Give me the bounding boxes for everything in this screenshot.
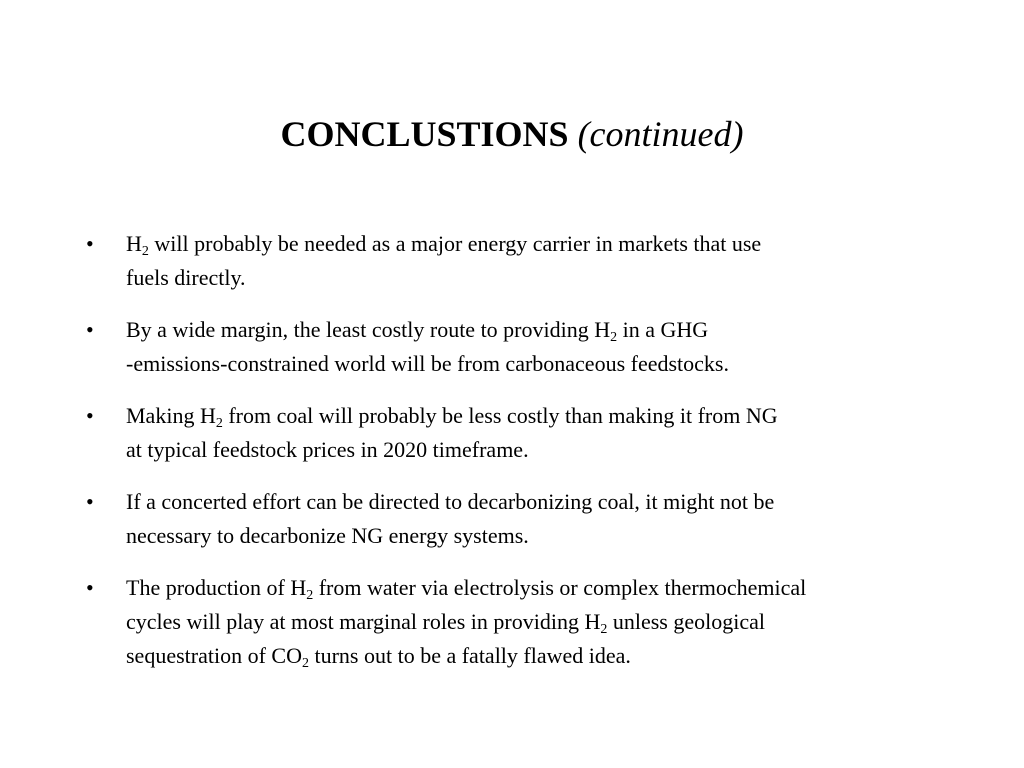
bullet-text (126, 317, 729, 376)
text-run: at typical feedstock prices in 2020 timeframe. (126, 437, 529, 462)
bullet-point-icon: • (86, 231, 94, 256)
text-run: will probably be needed as a major energy carrier in markets that use (148, 231, 762, 256)
text-run: By a wide margin, the least costly route to providing H (126, 317, 611, 342)
bullet-text (126, 231, 761, 290)
subscript: 2 (306, 588, 314, 603)
text-run: in a GHG (617, 317, 709, 342)
bullet-list (86, 227, 946, 691)
bullet-item (86, 399, 946, 467)
title-main: CONCLUSTIONS (280, 114, 569, 154)
subscript: 2 (600, 622, 608, 637)
bullet-text (126, 403, 778, 462)
text-run: unless geological (607, 609, 765, 634)
subscript: 2 (141, 244, 149, 259)
text-run: -emissions-constrained world will be from carbonaceous feedstocks. (126, 351, 729, 376)
bullet-point-icon: • (86, 575, 94, 600)
bullet-item (86, 313, 946, 381)
text-run: The production of H (126, 575, 307, 600)
bullet-point-icon: • (86, 317, 94, 342)
text-run: from coal will probably be less costly than making it from NG (222, 403, 778, 428)
subscript: 2 (215, 416, 223, 431)
text-run: If a concerted effort can be directed to decarbonizing coal, it might not be (126, 489, 775, 514)
text-run: Making H (126, 403, 216, 428)
subscript: 2 (610, 330, 618, 345)
bullet-point-icon: • (86, 403, 94, 428)
slide-title (0, 112, 1024, 156)
subscript: 2 (301, 656, 309, 671)
bullet-item (86, 227, 946, 295)
bullet-item (86, 485, 946, 553)
text-run: from water via electrolysis or complex thermochemical (313, 575, 807, 600)
text-run: necessary to decarbonize NG energy systems. (126, 523, 529, 548)
title-suffix: (continued) (577, 114, 744, 154)
text-run: H (126, 231, 142, 256)
text-run: turns out to be a fatally flawed idea. (308, 643, 631, 668)
bullet-text (126, 575, 807, 671)
text-run: fuels directly. (126, 265, 246, 290)
bullet-item (86, 571, 946, 673)
text-run: sequestration of CO (126, 643, 302, 668)
bullet-text (126, 489, 774, 548)
text-run: cycles will play at most marginal roles in providing H (126, 609, 601, 634)
bullet-point-icon: • (86, 489, 94, 514)
